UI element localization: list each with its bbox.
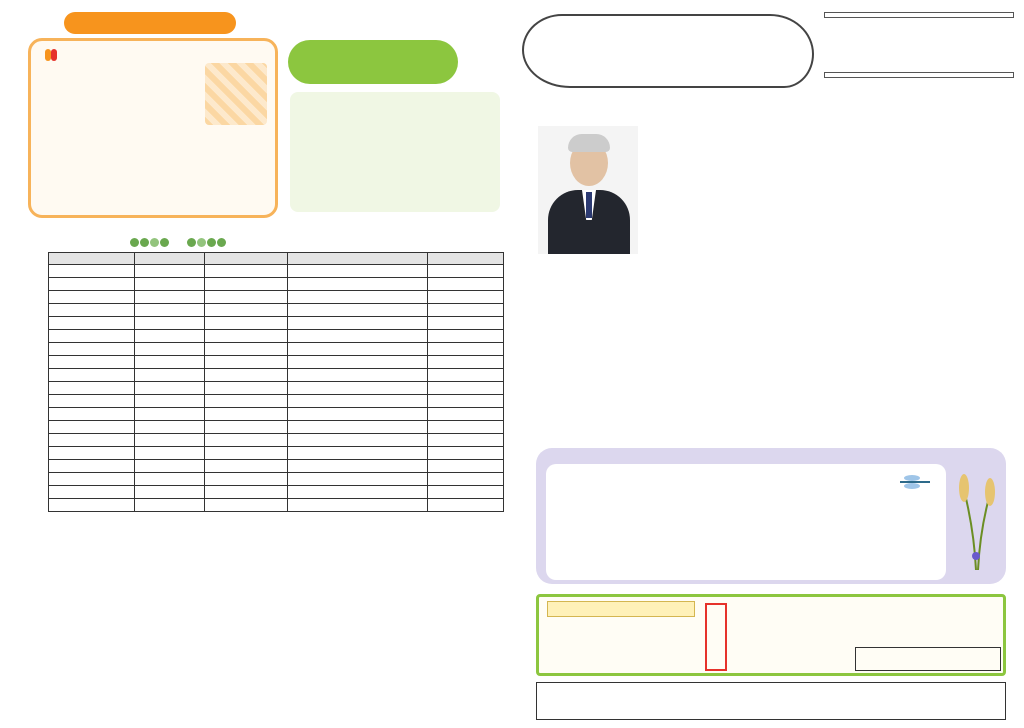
member-table bbox=[48, 252, 504, 512]
table-row bbox=[49, 304, 504, 317]
table-cell bbox=[134, 278, 204, 291]
table-row bbox=[49, 408, 504, 421]
table-cell bbox=[49, 447, 135, 460]
table-cell bbox=[288, 304, 428, 317]
table-cell bbox=[49, 317, 135, 330]
event-no-badge bbox=[51, 49, 57, 61]
table-cell bbox=[204, 447, 288, 460]
table-cell bbox=[288, 421, 428, 434]
table-cell bbox=[49, 473, 135, 486]
table-cell bbox=[288, 499, 428, 512]
table-cell bbox=[428, 317, 504, 330]
table-cell bbox=[204, 304, 288, 317]
table-cell bbox=[134, 460, 204, 473]
table-cell bbox=[134, 343, 204, 356]
membership-title bbox=[547, 601, 695, 617]
table-cell bbox=[49, 434, 135, 447]
table-cell bbox=[428, 421, 504, 434]
table-row bbox=[49, 330, 504, 343]
masthead-contact bbox=[824, 72, 1014, 78]
table-cell bbox=[288, 408, 428, 421]
table-row bbox=[49, 421, 504, 434]
table-cell bbox=[49, 369, 135, 382]
table-cell bbox=[134, 317, 204, 330]
donation-title-bubble bbox=[288, 40, 458, 84]
fee-stamp bbox=[705, 603, 727, 671]
table-cell bbox=[49, 278, 135, 291]
member-table-wrap bbox=[48, 252, 504, 512]
table-cell bbox=[204, 434, 288, 447]
dragonfly-icon bbox=[898, 474, 932, 490]
table-row bbox=[49, 460, 504, 473]
table-cell bbox=[134, 499, 204, 512]
table-cell bbox=[428, 278, 504, 291]
table-cell bbox=[204, 499, 288, 512]
table-cell bbox=[428, 304, 504, 317]
table-row bbox=[49, 317, 504, 330]
col-header bbox=[49, 253, 135, 265]
table-cell bbox=[204, 486, 288, 499]
table-cell bbox=[134, 356, 204, 369]
voice-panel bbox=[536, 448, 1006, 584]
masthead-logo-box bbox=[522, 14, 814, 106]
member-list-header bbox=[130, 232, 410, 248]
table-row bbox=[49, 356, 504, 369]
table-cell bbox=[288, 291, 428, 304]
table-cell bbox=[288, 330, 428, 343]
table-cell bbox=[134, 291, 204, 304]
table-row bbox=[49, 369, 504, 382]
col-header bbox=[204, 253, 288, 265]
table-cell bbox=[428, 473, 504, 486]
table-cell bbox=[134, 447, 204, 460]
table-cell bbox=[288, 486, 428, 499]
masthead-meta bbox=[824, 12, 1014, 18]
table-cell bbox=[49, 356, 135, 369]
table-cell bbox=[288, 356, 428, 369]
table-cell bbox=[134, 434, 204, 447]
table-cell bbox=[134, 408, 204, 421]
table-cell bbox=[288, 343, 428, 356]
table-cell bbox=[204, 291, 288, 304]
table-cell bbox=[288, 265, 428, 278]
footer-banner bbox=[536, 682, 1006, 720]
table-cell bbox=[204, 317, 288, 330]
table-cell bbox=[428, 356, 504, 369]
table-cell bbox=[134, 473, 204, 486]
table-cell bbox=[204, 356, 288, 369]
table-cell bbox=[428, 369, 504, 382]
table-row bbox=[49, 473, 504, 486]
table-cell bbox=[204, 369, 288, 382]
table-cell bbox=[49, 291, 135, 304]
table-cell bbox=[204, 408, 288, 421]
table-cell bbox=[49, 265, 135, 278]
table-cell bbox=[134, 369, 204, 382]
table-cell bbox=[428, 460, 504, 473]
table-cell bbox=[49, 330, 135, 343]
table-cell bbox=[428, 395, 504, 408]
table-row bbox=[49, 486, 504, 499]
donation-panel bbox=[290, 92, 500, 212]
table-cell bbox=[204, 265, 288, 278]
table-cell bbox=[204, 395, 288, 408]
table-cell bbox=[288, 473, 428, 486]
membership-panel bbox=[536, 594, 1006, 676]
table-cell bbox=[134, 382, 204, 395]
table-cell bbox=[428, 343, 504, 356]
table-cell bbox=[428, 434, 504, 447]
table-row bbox=[49, 265, 504, 278]
table-row bbox=[49, 278, 504, 291]
table-cell bbox=[134, 486, 204, 499]
table-cell bbox=[428, 499, 504, 512]
table-row bbox=[49, 291, 504, 304]
table-cell bbox=[428, 447, 504, 460]
table-cell bbox=[134, 304, 204, 317]
table-cell bbox=[134, 421, 204, 434]
table-cell bbox=[49, 304, 135, 317]
table-cell bbox=[204, 460, 288, 473]
table-row bbox=[49, 343, 504, 356]
table-cell bbox=[49, 486, 135, 499]
table-row bbox=[49, 447, 504, 460]
table-cell bbox=[288, 369, 428, 382]
table-cell bbox=[204, 330, 288, 343]
table-cell bbox=[134, 265, 204, 278]
event-image-placeholder bbox=[205, 63, 267, 125]
table-cell bbox=[49, 395, 135, 408]
table-cell bbox=[134, 395, 204, 408]
table-cell bbox=[204, 473, 288, 486]
table-cell bbox=[49, 343, 135, 356]
table-row bbox=[49, 499, 504, 512]
table-cell bbox=[288, 382, 428, 395]
table-cell bbox=[428, 265, 504, 278]
col-header bbox=[428, 253, 504, 265]
table-cell bbox=[204, 278, 288, 291]
table-row bbox=[49, 395, 504, 408]
table-cell bbox=[288, 460, 428, 473]
table-cell bbox=[428, 408, 504, 421]
table-row bbox=[49, 382, 504, 395]
table-cell bbox=[134, 330, 204, 343]
table-cell bbox=[49, 460, 135, 473]
events-header bbox=[64, 12, 236, 34]
table-cell bbox=[428, 382, 504, 395]
col-header bbox=[134, 253, 204, 265]
table-cell bbox=[428, 330, 504, 343]
table-cell bbox=[428, 486, 504, 499]
col-header bbox=[288, 253, 428, 265]
table-cell bbox=[288, 395, 428, 408]
table-cell bbox=[288, 434, 428, 447]
table-cell bbox=[49, 382, 135, 395]
table-cell bbox=[204, 382, 288, 395]
table-cell bbox=[49, 499, 135, 512]
table-cell bbox=[288, 447, 428, 460]
table-cell bbox=[49, 421, 135, 434]
events-panel bbox=[28, 38, 278, 218]
table-cell bbox=[49, 408, 135, 421]
table-cell bbox=[288, 278, 428, 291]
transfer-box bbox=[855, 647, 1001, 671]
table-cell bbox=[288, 317, 428, 330]
table-cell bbox=[428, 291, 504, 304]
haiku-box bbox=[546, 464, 946, 580]
table-row bbox=[49, 434, 504, 447]
susuki-grass-icon bbox=[956, 470, 996, 570]
author-photo bbox=[538, 126, 638, 254]
table-cell bbox=[204, 343, 288, 356]
table-cell bbox=[204, 421, 288, 434]
